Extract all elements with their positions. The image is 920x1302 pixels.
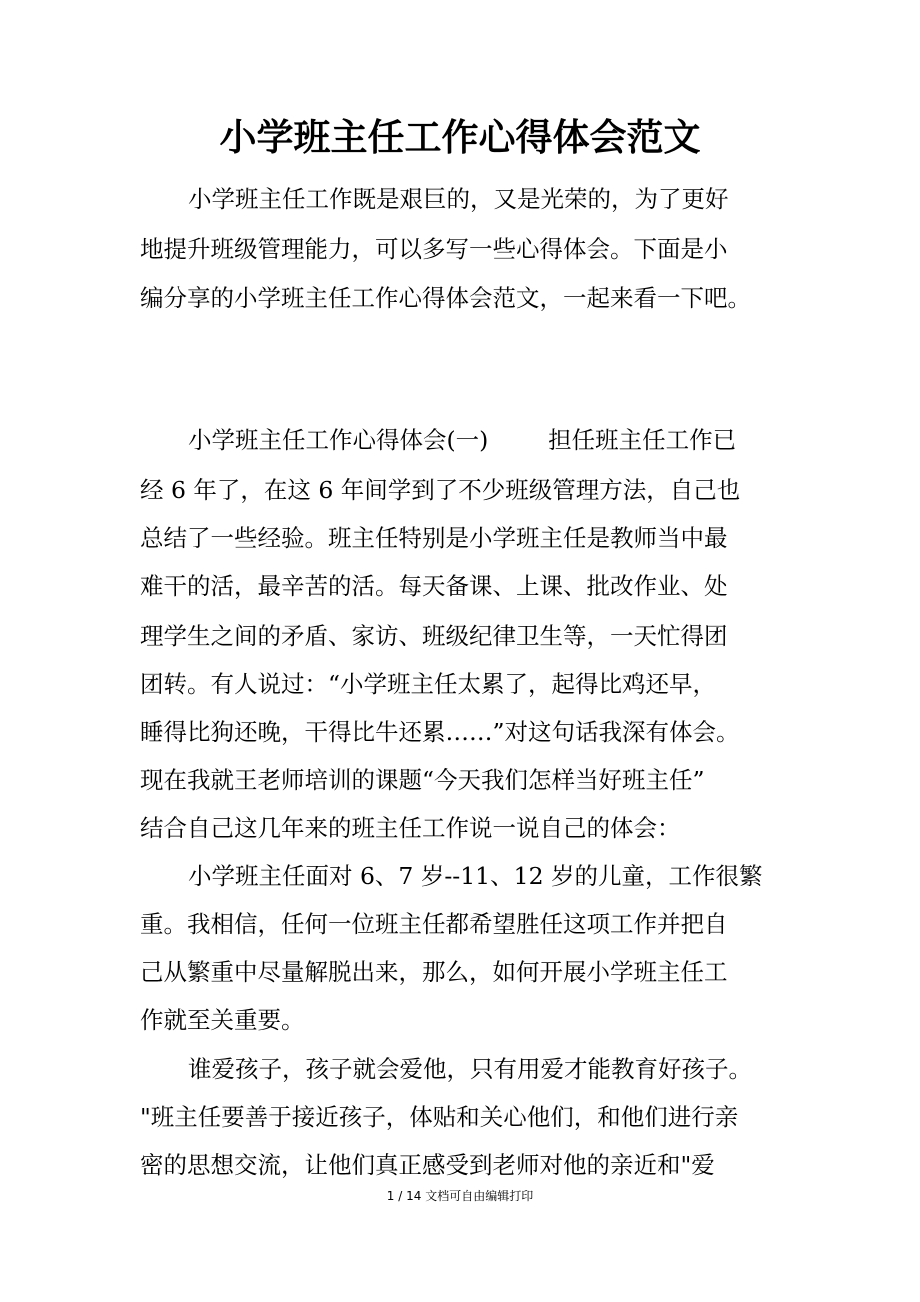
body-line: 重。我相信，任何一位班主任都希望胜任这项工作并把自 [140, 910, 728, 938]
body-line: 地提升班级管理能力，可以多写一些心得体会。下面是小 [140, 235, 728, 263]
body-line: 作就至关重要。 [140, 1006, 305, 1034]
page-footer: 1 / 14 文档可自由编辑打印 [386, 1189, 534, 1203]
body-line: 现在我就王老师培训的课题“今天我们怎样当好班主任” [140, 766, 705, 794]
body-line: 小学班主任工作心得体会(一) 担任班主任工作已 [188, 426, 737, 454]
body-line: 结合自己这几年来的班主任工作说一说自己的体会： [140, 814, 681, 842]
body-line: 密的思想交流，让他们真正感受到老师对他的亲近和"爱 [140, 1151, 715, 1179]
document-title: 小学班主任工作心得体会范文 [219, 115, 701, 159]
body-line: 小学班主任面对 6、7 岁--11、12 岁的儿童，工作很繁 [188, 862, 763, 890]
body-line: 团转。有人说过：“小学班主任太累了，起得比鸡还早， [140, 670, 717, 698]
body-line: "班主任要善于接近孩子，体贴和关心他们，和他们进行亲 [140, 1103, 739, 1131]
body-line: 己从繁重中尽量解脱出来，那么，如何开展小学班主任工 [140, 958, 728, 986]
body-line: 难干的活，最辛苦的活。每天备课、上课、批改作业、处 [140, 572, 728, 600]
body-line: 睡得比狗还晚，干得比牛还累……”对这句话我深有体会。 [140, 718, 740, 746]
body-line: 谁爱孩子，孩子就会爱他，只有用爱才能教育好孩子。 [188, 1055, 752, 1083]
body-line: 编分享的小学班主任工作心得体会范文，一起来看一下吧。 [140, 284, 751, 312]
body-line: 理学生之间的矛盾、家访、班级纪律卫生等，一天忙得团 [140, 622, 728, 650]
body-line: 经 6 年了，在这 6 年间学到了不少班级管理方法，自己也 [140, 476, 741, 504]
body-line: 总结了一些经验。班主任特别是小学班主任是教师当中最 [140, 524, 728, 552]
body-line: 小学班主任工作既是艰巨的，又是光荣的，为了更好 [188, 185, 729, 213]
